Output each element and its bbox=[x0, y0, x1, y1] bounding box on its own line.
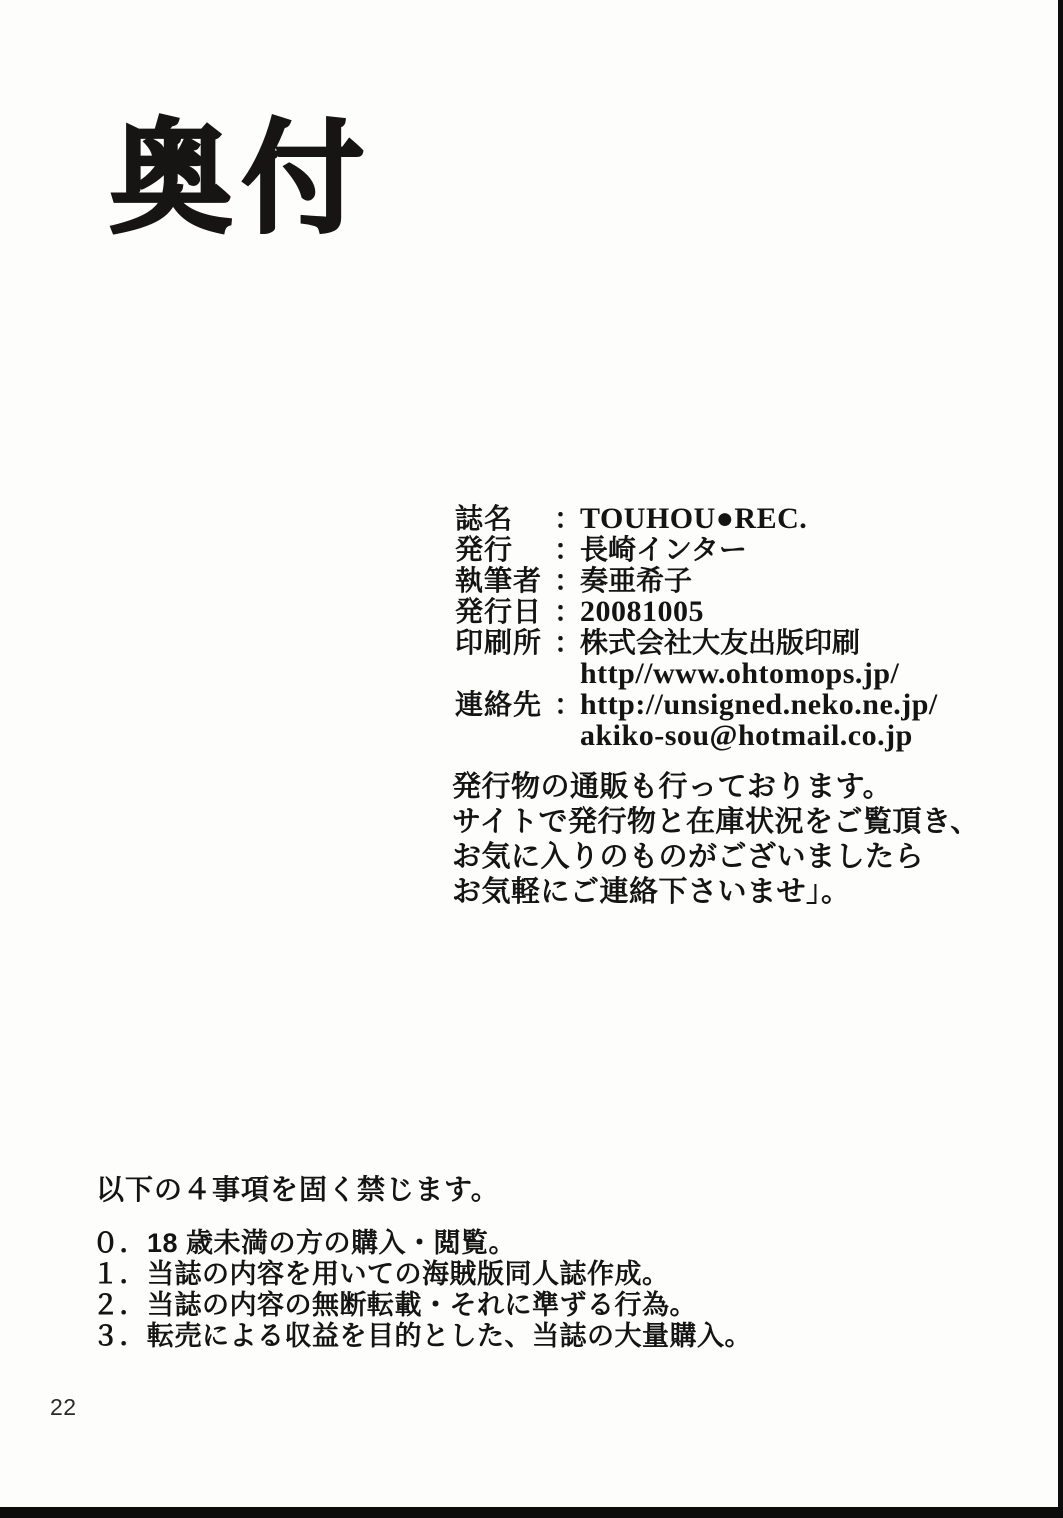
colophon-info-block bbox=[455, 503, 938, 751]
contact-url: http://unsigned.neko.ne.jp/ bbox=[580, 688, 938, 721]
field-label-title: 誌名 bbox=[455, 503, 514, 534]
field-label-printer: 印刷所 bbox=[455, 627, 543, 658]
field-separator: ： bbox=[554, 534, 583, 565]
notice-line-4: お気軽にご連絡下さいませ」。 bbox=[452, 876, 851, 908]
field-value-publisher: 長崎インター bbox=[580, 534, 747, 565]
field-label-contact: 連絡先 bbox=[455, 689, 543, 720]
prohibitions-list bbox=[92, 1228, 752, 1352]
field-separator: ： bbox=[554, 689, 583, 720]
field-label-publisher: 発行 bbox=[455, 534, 514, 565]
prohibition-item-3: ３．転売による収益を目的とした、当誌の大量購入。 bbox=[92, 1321, 752, 1351]
field-separator: ： bbox=[554, 565, 583, 596]
notice-line-3: お気に入りのものがございましたら bbox=[452, 841, 925, 873]
page-number: 22 bbox=[50, 1394, 77, 1420]
field-value-author: 奏亜希子 bbox=[580, 565, 693, 596]
prohibition-item-0: ０．18 歳未満の方の購入・閲覧。 bbox=[92, 1228, 517, 1258]
field-separator: ： bbox=[554, 596, 583, 627]
scan-edge-right bbox=[1058, 0, 1063, 1518]
contact-email: akiko-sou@hotmail.co.jp bbox=[580, 719, 913, 752]
prohibitions-heading: 以下の４事項を固く禁じます。 bbox=[96, 1174, 500, 1205]
field-separator: ： bbox=[554, 627, 583, 658]
field-label-date: 発行日 bbox=[455, 596, 543, 627]
colophon-row-contact-email bbox=[455, 720, 938, 751]
page-title: 奥付 bbox=[110, 111, 374, 247]
field-separator: ： bbox=[554, 503, 583, 534]
notice-line-1: 発行物の通販も行っております。 bbox=[452, 771, 893, 803]
colophon-row-contact bbox=[455, 689, 938, 720]
colophon-row-author bbox=[455, 565, 938, 596]
prohibition-item-2: ２．当誌の内容の無断転載・それに準ずる行為。 bbox=[92, 1290, 697, 1320]
scan-edge-bottom bbox=[0, 1507, 1063, 1518]
printer-url: http//www.ohtomops.jp/ bbox=[580, 657, 900, 690]
field-value-date: 20081005 bbox=[580, 595, 704, 628]
field-value-title: TOUHOU●REC. bbox=[580, 502, 808, 535]
field-value-printer: 株式会社大友出版印刷 bbox=[580, 627, 861, 658]
colophon-row-printer-url bbox=[455, 658, 938, 689]
field-label-author: 執筆者 bbox=[455, 565, 543, 596]
colophon-row-title bbox=[455, 503, 938, 534]
prohibition-item-1: １．当誌の内容を用いての海賊版同人誌作成。 bbox=[92, 1259, 670, 1289]
colophon-row-printer bbox=[455, 627, 938, 658]
notice-line-2: サイトで発行物と在庫状況をご覧頂き、 bbox=[452, 806, 980, 838]
mail-order-notice bbox=[452, 770, 980, 910]
colophon-row-publisher bbox=[455, 534, 938, 565]
colophon-row-date bbox=[455, 596, 938, 627]
